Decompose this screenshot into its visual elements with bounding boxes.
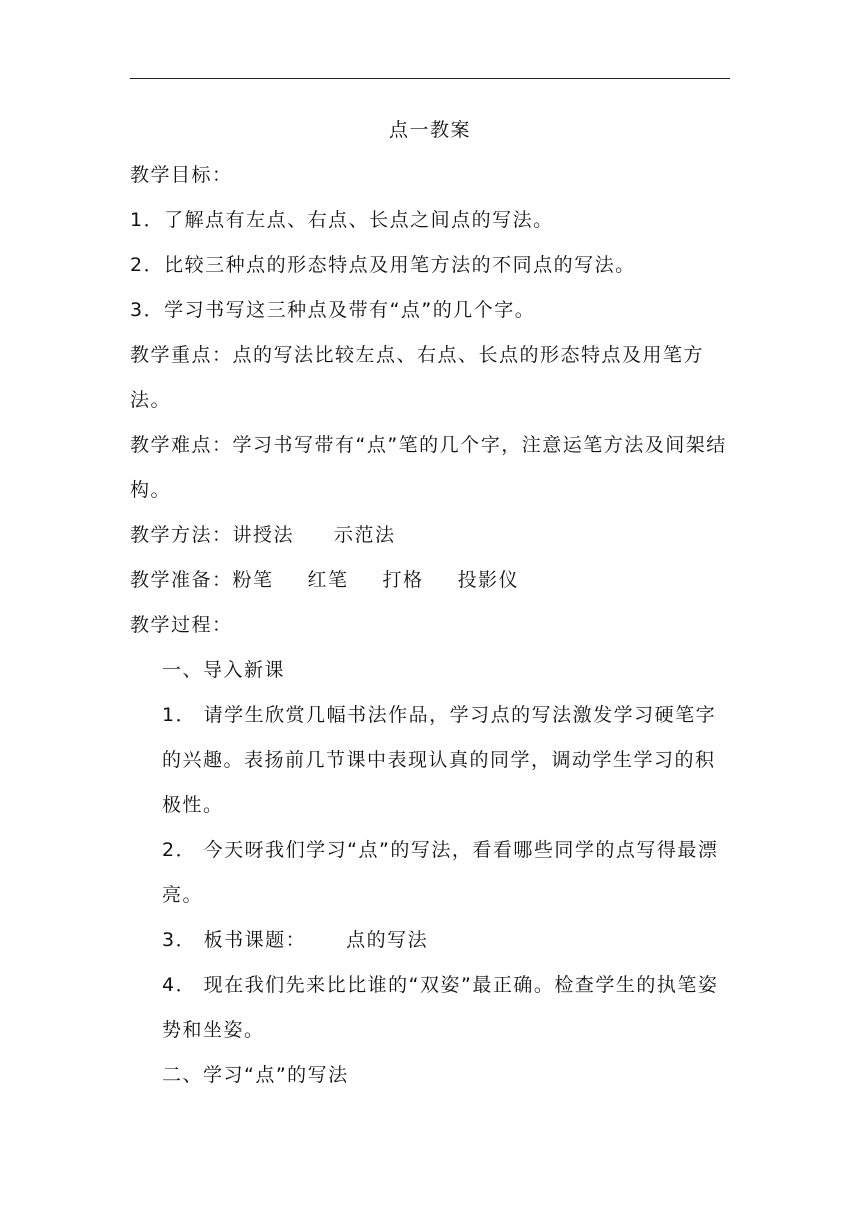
key-point-paragraph: 教学重点：点的写法比较左点、右点、长点的形态特点及用笔方法。 bbox=[130, 344, 705, 411]
objective-item: 2．比较三种点的形态特点及用笔方法的不同点的写法。 bbox=[130, 254, 636, 276]
method-item: 示范法 bbox=[334, 524, 396, 546]
preparation-item: 打格 bbox=[382, 569, 424, 591]
preparation-item: 红笔 bbox=[307, 569, 349, 591]
preparation-item: 粉笔 bbox=[232, 569, 274, 591]
document-title: 点一教案 bbox=[388, 119, 471, 141]
preparation-label: 教学准备： bbox=[130, 569, 233, 591]
objective-item: 1．了解点有左点、右点、长点之间点的写法。 bbox=[130, 209, 554, 231]
header-rule bbox=[130, 78, 730, 79]
item3-value: 点的写法 bbox=[346, 929, 429, 951]
objectives-heading: 教学目标： bbox=[130, 164, 233, 186]
methods-label: 教学方法： bbox=[130, 524, 233, 546]
methods-line bbox=[130, 513, 730, 558]
document-body bbox=[130, 108, 730, 1098]
section1-item3 bbox=[130, 918, 730, 963]
section2-heading: 二、学习“点”的写法 bbox=[162, 1064, 349, 1086]
preparation-line bbox=[130, 558, 730, 603]
section1-item: 2． 今天呀我们学习“点”的写法，看看哪些同学的点写得最漂亮。 bbox=[162, 839, 719, 906]
preparation-item: 投影仪 bbox=[457, 569, 520, 591]
method-item: 讲授法 bbox=[232, 524, 295, 546]
objective-item: 3．学习书写这三种点及带有“点”的几个字。 bbox=[130, 299, 536, 321]
section1-item4: 4． 现在我们先来比比谁的“双姿”最正确。检查学生的执笔姿势和坐姿。 bbox=[162, 974, 719, 1041]
item3-prefix: 3． 板书课题： bbox=[162, 929, 307, 951]
section1-item: 1． 请学生欣赏几幅书法作品，学习点的写法激发学习硬笔字的兴趣。表扬前几节课中表现认真的同学，调动学生学习的积极性。 bbox=[162, 704, 717, 816]
process-heading: 教学过程： bbox=[130, 614, 233, 636]
section1-heading: 一、导入新课 bbox=[162, 659, 286, 681]
difficulty-paragraph: 教学难点：学习书写带有“点”笔的几个字，注意运笔方法及间架结构。 bbox=[130, 434, 727, 501]
